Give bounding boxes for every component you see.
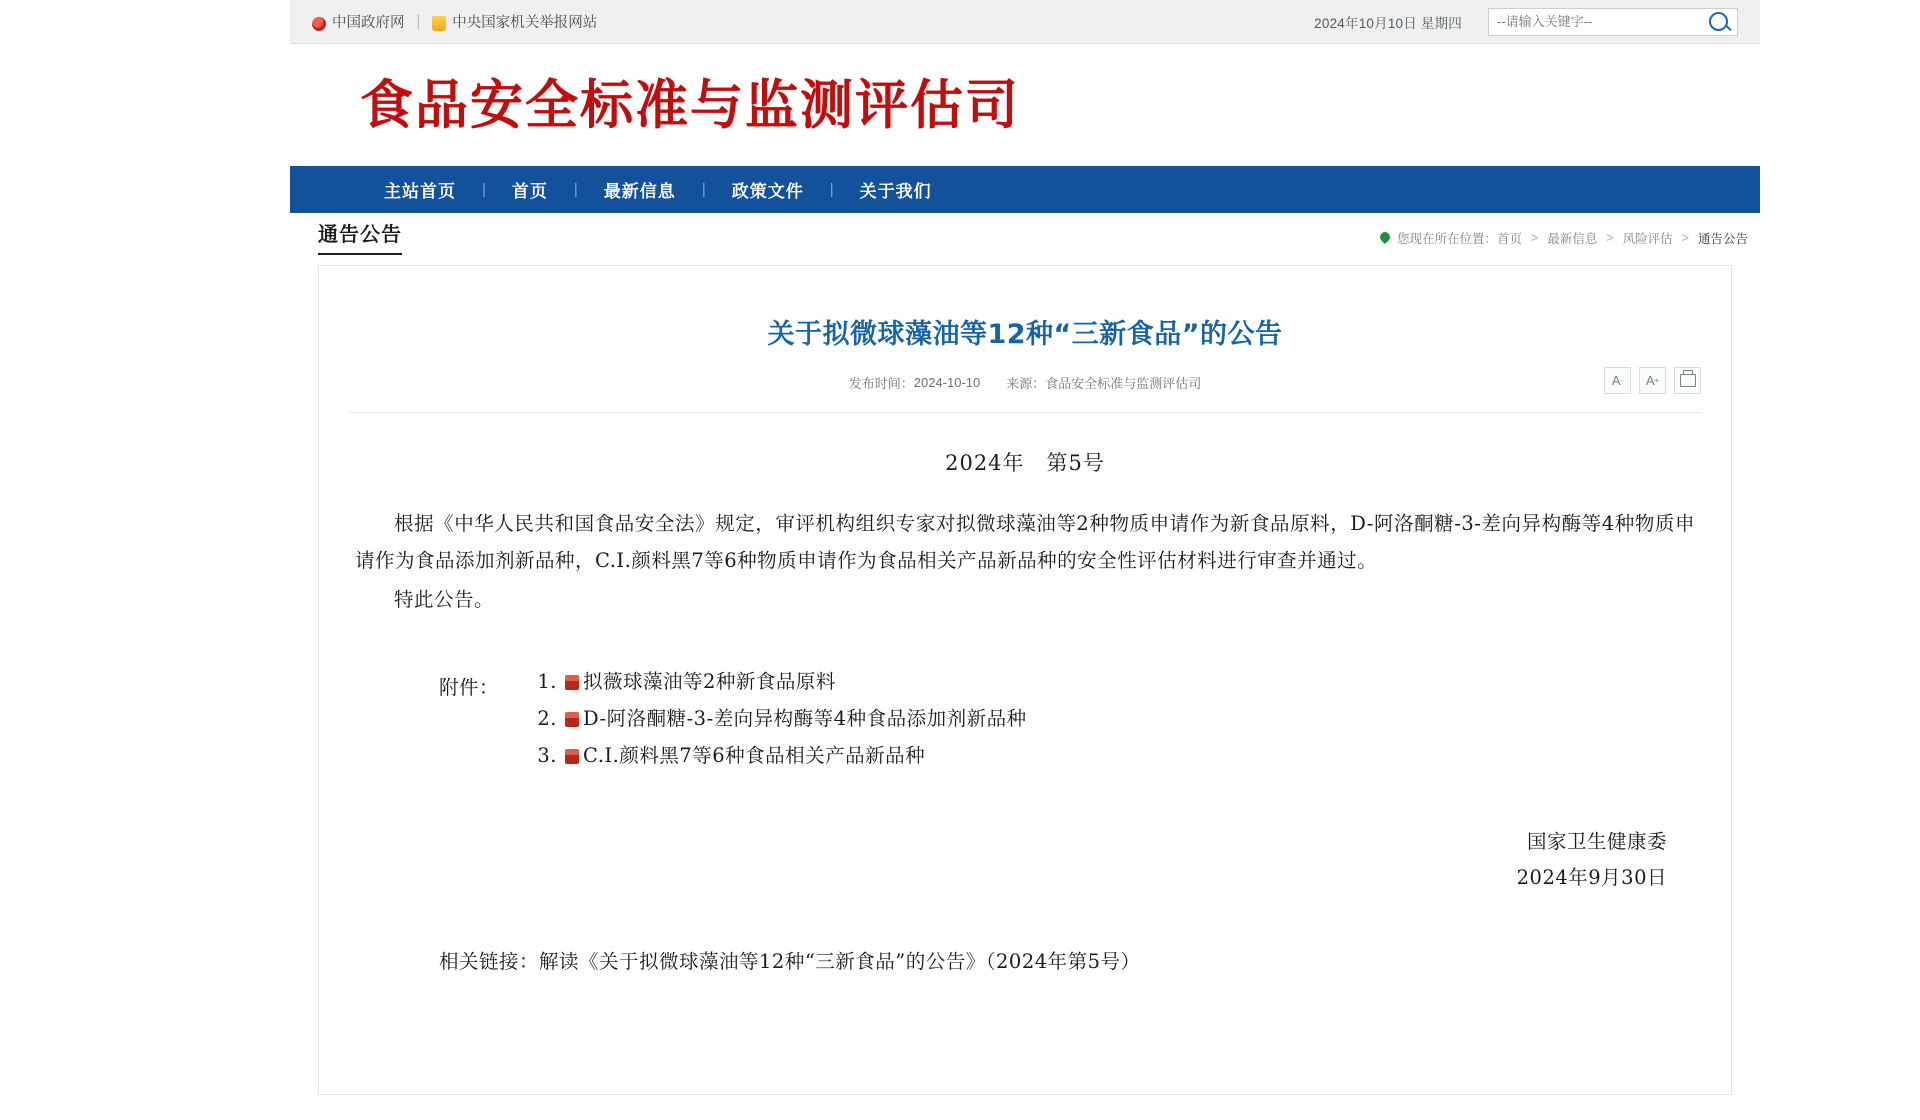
list-item[interactable] <box>439 700 1695 737</box>
decrease-font-sup: - <box>1620 376 1624 385</box>
china-gov-icon <box>312 17 326 31</box>
decrease-font-label: A <box>1611 373 1621 388</box>
breadcrumb-current: 通告公告 <box>1697 232 1748 246</box>
pdf-icon <box>565 675 579 690</box>
breadcrumb-separator: > <box>1606 231 1614 245</box>
breadcrumb-prefix: 您现在所在位置： <box>1396 232 1497 246</box>
search-box[interactable] <box>1488 8 1738 36</box>
nav-separator: | <box>482 181 486 198</box>
article-tools <box>1604 367 1701 394</box>
breadcrumb <box>1380 229 1748 255</box>
search-icon <box>1709 12 1728 31</box>
print-button[interactable] <box>1674 367 1701 394</box>
related-label: 相关链接： <box>439 950 540 973</box>
source-label: 来源： <box>1006 376 1046 391</box>
attachments-label-text: 附件： <box>439 676 500 699</box>
page-title: 通告公告 <box>318 218 402 255</box>
decrease-font-button[interactable] <box>1604 367 1631 394</box>
breadcrumb-separator: > <box>1531 231 1539 245</box>
channel-header <box>290 213 1760 255</box>
article-meta <box>319 373 1731 392</box>
pdf-icon <box>565 749 579 764</box>
site-container <box>290 0 1760 1120</box>
source-value: 食品安全标准与监测评估司 <box>1045 376 1202 391</box>
article-body <box>319 447 1731 974</box>
top-bar <box>290 0 1760 44</box>
increase-font-button[interactable] <box>1639 367 1666 394</box>
nav-item-latest[interactable]: 最新信息 <box>603 182 676 201</box>
site-title: 食品安全标准与监测评估司 <box>360 74 1020 136</box>
link-china-gov[interactable]: 中国政府网 <box>332 15 405 31</box>
search-input[interactable] <box>1489 9 1699 35</box>
top-bar-separator: | <box>416 13 421 30</box>
meta-divider <box>349 412 1701 413</box>
breadcrumb-separator: > <box>1681 231 1689 245</box>
list-item[interactable] <box>439 663 1695 700</box>
signature-block <box>355 824 1695 896</box>
search-button[interactable] <box>1699 8 1737 36</box>
article-card <box>318 265 1732 1095</box>
attachment-link-1[interactable]: 拟薇球藻油等2种新食品原料 <box>583 670 836 693</box>
link-report-site[interactable]: 中央国家机关举报网站 <box>452 15 598 31</box>
pdf-icon <box>565 712 579 727</box>
attachment-number: 3. <box>537 744 557 767</box>
attachment-link-2[interactable]: D-阿洛酮糖-3-差向异构酶等4种食品添加剂新品种 <box>583 707 1027 730</box>
attachment-link-3[interactable]: C.I.颜料黑7等6种食品相关产品新品种 <box>583 744 926 767</box>
top-bar-links <box>312 11 597 32</box>
attachment-number: 2. <box>537 707 557 730</box>
breadcrumb-item-home[interactable]: 首页 <box>1497 232 1523 246</box>
nav-separator: | <box>573 181 578 198</box>
nav-item-about[interactable]: 关于我们 <box>859 182 932 201</box>
signature-date: 2024年9月30日 <box>1516 866 1667 889</box>
main-nav <box>290 166 1760 213</box>
article-title: 关于拟微球藻油等12种“三新食品”的公告 <box>767 319 1283 350</box>
print-icon <box>1680 374 1696 387</box>
nav-item-policy[interactable]: 政策文件 <box>731 182 804 201</box>
publish-date: 2024-10-10 <box>913 375 981 390</box>
masthead <box>290 44 1760 166</box>
attachment-number: 1. <box>537 670 557 693</box>
article-paragraph-1: 根据《中华人民共和国食品安全法》规定，审评机构组织专家对拟微球藻油等2种物质申请作为新食品原料，D-阿洛酮糖-3-差向异构酶等4种物质申请作为食品添加剂新品种，C.I.颜料黑7等6种物质申请作为食品相关产品新品种的安全性评估材料进行审查并通过。 <box>355 512 1695 572</box>
list-item[interactable] <box>439 737 1695 774</box>
breadcrumb-item-latest[interactable]: 最新信息 <box>1547 232 1598 246</box>
article-paragraph-2: 特此公告。 <box>394 588 495 611</box>
top-bar-right <box>1314 8 1738 36</box>
breadcrumb-item-risk[interactable]: 风险评估 <box>1622 232 1673 246</box>
nav-item-home[interactable]: 首页 <box>511 182 548 201</box>
increase-font-label: A <box>1645 373 1655 388</box>
current-date: 2024年10月10日 星期四 <box>1314 15 1462 31</box>
nav-separator: | <box>701 181 706 198</box>
nav-item-main-home[interactable]: 主站首页 <box>384 182 456 201</box>
nav-separator: | <box>829 181 834 198</box>
report-site-icon <box>432 16 446 31</box>
location-pin-icon <box>1378 230 1392 244</box>
publish-label: 发布时间： <box>848 376 914 391</box>
related-links <box>355 946 1695 974</box>
increase-font-sup: + <box>1654 376 1660 385</box>
related-link[interactable]: 解读《关于拟微球藻油等12种“三新食品”的公告》（2024年第5号） <box>539 950 1141 973</box>
signature-org: 国家卫生健康委 <box>1526 830 1667 853</box>
attachment-list <box>355 663 1695 774</box>
document-number: 2024年 第5号 <box>945 451 1105 475</box>
